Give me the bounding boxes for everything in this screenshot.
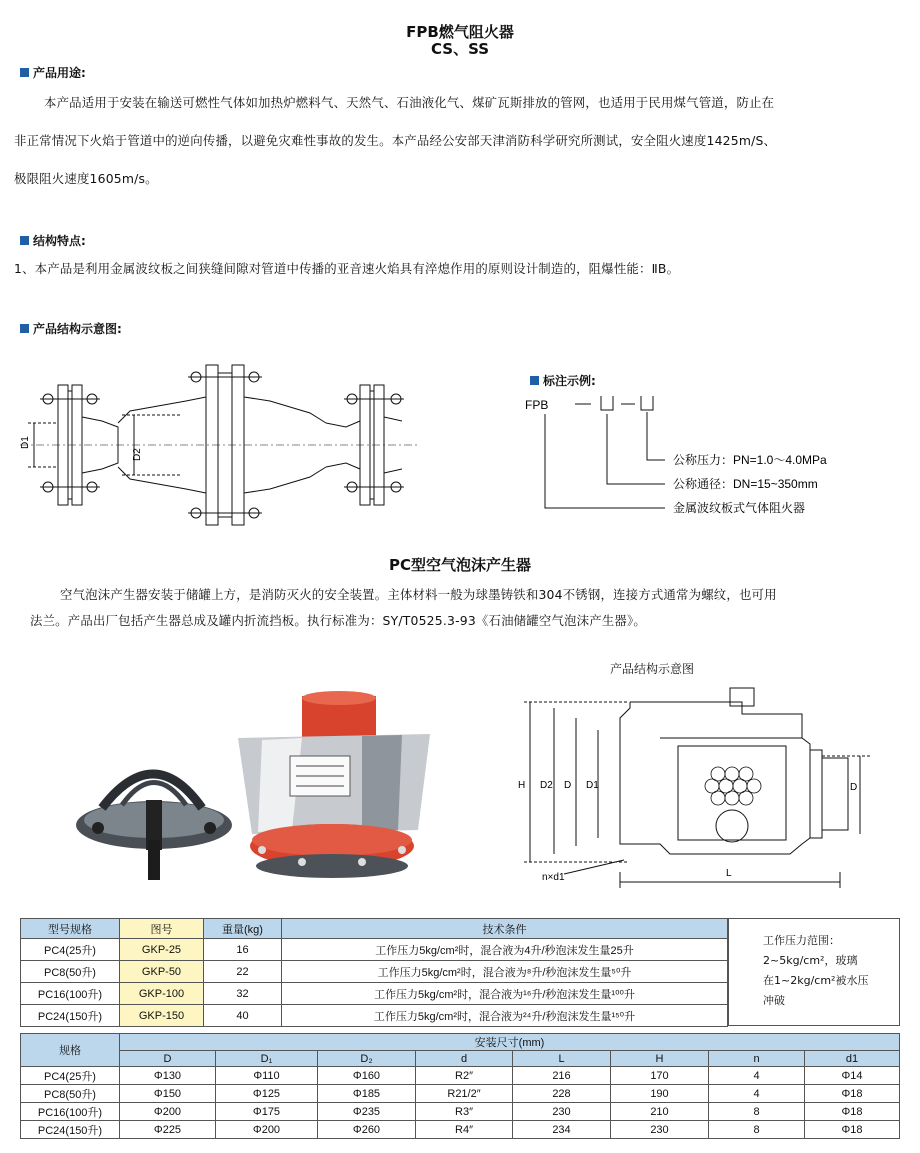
cell-model: PC24(150升) (21, 1005, 120, 1027)
cell-weight: 32 (204, 983, 282, 1005)
fpb-structure-diagram (10, 355, 430, 535)
col-header: D₂ (318, 1051, 416, 1067)
cell-weight: 40 (204, 1005, 282, 1027)
pressure-note (728, 918, 900, 1026)
dimension-table (20, 1033, 900, 1139)
cell: 190 (611, 1085, 709, 1103)
d1-label: D1 (586, 780, 599, 791)
pc-description (30, 582, 910, 634)
col-header: H (611, 1051, 709, 1067)
usage-line: 极限阻火速度1605m/s。 (14, 171, 158, 186)
square-bullet-icon (20, 68, 29, 77)
pc-desc-line: 空气泡沫产生器安装于储罐上方，是消防灭火的安全装置。主体材料一般为球墨铸铁和304不锈钢，连接方式通常为螺纹，也可用 (60, 587, 777, 602)
cell: 216 (513, 1067, 611, 1085)
usage-heading (20, 64, 86, 81)
cell: 4 (709, 1085, 805, 1103)
cell: R21/2″ (416, 1085, 513, 1103)
table-row (21, 1005, 728, 1027)
cell-figno: GKP-50 (120, 961, 204, 983)
table-row (21, 1067, 900, 1085)
col-header: L (513, 1051, 611, 1067)
cell: PC24(150升) (21, 1121, 120, 1139)
note-line: 冲破 (763, 994, 785, 1007)
col-header: 图号 (120, 919, 204, 939)
marking-heading-text: 标注示例: (543, 374, 596, 388)
col-header: n (709, 1051, 805, 1067)
pc-title: PC型空气泡沫产生器 (388, 556, 531, 574)
note-line: 在1~2kg/cm²被水压 (763, 974, 869, 987)
square-bullet-icon (20, 324, 29, 333)
cell: Φ125 (216, 1085, 318, 1103)
col-header: 重量(kg) (204, 919, 282, 939)
cell-figno: GKP-25 (120, 939, 204, 961)
spec-header: 规格 (21, 1034, 120, 1067)
col-header: D (120, 1051, 216, 1067)
table-row (21, 1103, 900, 1121)
square-bullet-icon (530, 376, 539, 385)
note-line: 工作压力范围： (763, 934, 840, 947)
outlet-d-label: D (850, 782, 858, 793)
cell-condition: 工作压力5kg/cm²时，混合液为¹⁶升/秒泡沫发生量¹⁰⁰升 (282, 983, 728, 1005)
fpb-subtitle: CS、SS (430, 40, 490, 58)
cell: Φ150 (120, 1085, 216, 1103)
marking-pressure: 公称压力：PN=1.0～4.0MPa (673, 453, 827, 467)
marking-type: 金属波纹板式气体阻火器 (673, 501, 806, 515)
d-label: D (564, 780, 572, 791)
cell: 170 (611, 1067, 709, 1085)
note-line: 2~5kg/cm²，玻璃 (763, 954, 858, 967)
cell-figno: GKP-150 (120, 1005, 204, 1027)
structure-text: 1、本产品是利用金属波纹板之间狭缝间隙对管道中传播的亚音速火焰具有淬熄作用的原则设计制造的，阻爆性能：ⅡB。 (14, 261, 680, 276)
table-row (21, 1121, 900, 1139)
cell: R3″ (416, 1103, 513, 1121)
group-header: 安装尺寸(mm) (120, 1034, 900, 1051)
d2-label: D2 (132, 448, 143, 461)
cell-figno: GKP-100 (120, 983, 204, 1005)
table-row (21, 939, 728, 961)
cell: PC16(100升) (21, 1103, 120, 1121)
cell: Φ175 (216, 1103, 318, 1121)
cell: 230 (611, 1121, 709, 1139)
col-header: d (416, 1051, 513, 1067)
cell: Φ225 (120, 1121, 216, 1139)
cell-model: PC8(50升) (21, 961, 120, 983)
cell: PC4(25升) (21, 1067, 120, 1085)
cell: PC8(50升) (21, 1085, 120, 1103)
cell-condition: 工作压力5kg/cm²时，混合液为²⁴升/秒泡沫发生量¹⁵⁰升 (282, 1005, 728, 1027)
marking-diameter: 公称通径：DN=15~350mm (673, 477, 818, 491)
cell: 4 (709, 1067, 805, 1085)
pc-structure-diagram (510, 678, 890, 898)
structure-heading-text: 结构特点: (33, 234, 86, 248)
col-header: 型号规格 (21, 919, 120, 939)
fpb-title: FPB燃气阻火器 (406, 23, 514, 41)
cell-weight: 22 (204, 961, 282, 983)
table-row (21, 961, 728, 983)
cell: Φ200 (216, 1121, 318, 1139)
product-photo (62, 690, 442, 890)
col-header: d1 (805, 1051, 900, 1067)
cell: 230 (513, 1103, 611, 1121)
cell: Φ14 (805, 1067, 900, 1085)
marking-code: FPB (525, 398, 549, 412)
cell: Φ110 (216, 1067, 318, 1085)
usage-heading-text: 产品用途: (33, 66, 86, 80)
cell: Φ260 (318, 1121, 416, 1139)
usage-line: 本产品适用于安装在输送可燃性气体如加热炉燃料气、天然气、石油液化气、煤矿瓦斯排放的管网，也适用于民用煤气管道，防止在 (44, 95, 775, 110)
diagram-heading (20, 320, 122, 337)
cell: 8 (709, 1103, 805, 1121)
cell: 228 (513, 1085, 611, 1103)
l-label: L (726, 868, 732, 879)
col-header: D₁ (216, 1051, 318, 1067)
h-label: H (518, 780, 526, 791)
cell-model: PC16(100升) (21, 983, 120, 1005)
marking-heading (530, 372, 596, 389)
table-row (21, 983, 728, 1005)
cell: Φ18 (805, 1085, 900, 1103)
col-header: 技术条件 (282, 919, 728, 939)
cell: 8 (709, 1121, 805, 1139)
cell: Φ235 (318, 1103, 416, 1121)
cell-weight: 16 (204, 939, 282, 961)
cell-condition: 工作压力5kg/cm²时，混合液为⁸升/秒泡沫发生量⁵⁰升 (282, 961, 728, 983)
usage-paragraph (14, 90, 904, 192)
cell: Φ160 (318, 1067, 416, 1085)
usage-line: 非正常情况下火焰于管道中的逆向传播，以避免灾难性事故的发生。本产品经公安部天津消防科学研究所测试，安全阻火速度1425m/S、 (14, 133, 777, 148)
cell: 234 (513, 1121, 611, 1139)
cell: Φ18 (805, 1103, 900, 1121)
cell: R2″ (416, 1067, 513, 1085)
cell-condition: 工作压力5kg/cm²时，混合液为4升/秒泡沫发生量25升 (282, 939, 728, 961)
cell: Φ185 (318, 1085, 416, 1103)
nd1-label: n×d1 (542, 872, 565, 883)
square-bullet-icon (20, 236, 29, 245)
spec-table (20, 918, 728, 1027)
structure-heading (20, 232, 86, 249)
cell: R4″ (416, 1121, 513, 1139)
d2-label: D2 (540, 780, 553, 791)
cell: Φ130 (120, 1067, 216, 1085)
pc-diagram-title: 产品结构示意图 (610, 662, 695, 676)
table-row (21, 1085, 900, 1103)
pc-desc-line: 法兰。产品出厂包括产生器总成及罐内折流挡板。执行标准为：SY/T0525.3-93《石油储罐空气泡沫产生器》。 (30, 613, 646, 628)
cell-model: PC4(25升) (21, 939, 120, 961)
cell: Φ200 (120, 1103, 216, 1121)
diagram-heading-text: 产品结构示意图: (33, 322, 122, 336)
cell: 210 (611, 1103, 709, 1121)
cell: Φ18 (805, 1121, 900, 1139)
d1-label: D1 (20, 436, 31, 449)
marking-example-diagram (525, 392, 885, 522)
